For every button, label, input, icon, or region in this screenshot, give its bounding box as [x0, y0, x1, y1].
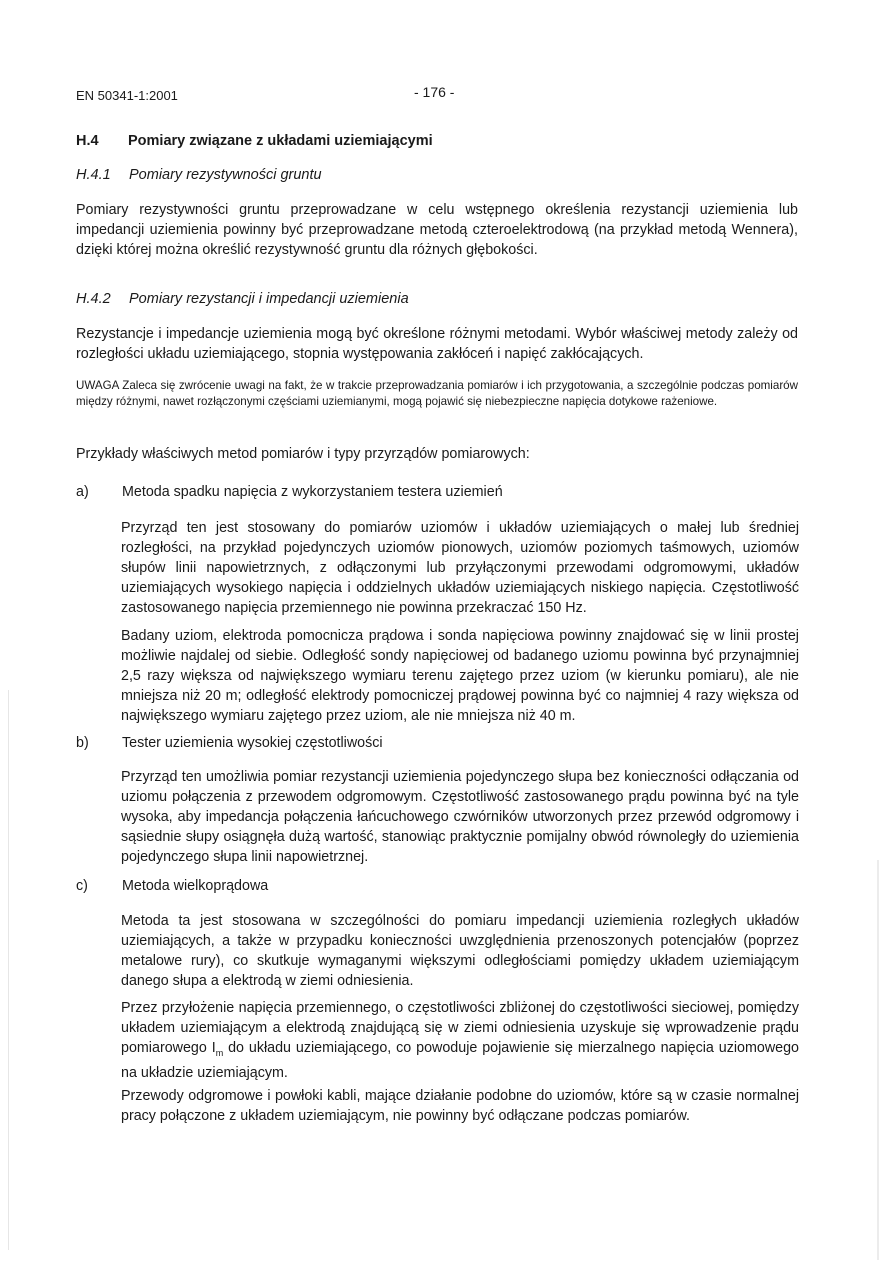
section-number: H.4: [76, 133, 99, 149]
item-c-paragraph-2-start: Przez przyłożenie napięcia przemiennego, o częstotliwości zbliżonej do częstotliwości sieciowej, pomiędzy układem uziemiającym a elektrodą znajdującą się w ziemi odniesienia uzyskuje się wprowadzenie prądu pomiarowego I: [121, 1000, 799, 1056]
item-a-paragraph-2: Badany uziom, elektroda pomocnicza prądowa i sonda napięciowa powinny znajdować się w linii prostej możliwie najdalej od siebie. Odległość sondy napięciowej od badanego uziomu powinna być przynajmniej 2,5 razy większa od największego wymiaru terenu zajętego przez uziom (w kierunku pomiaru), ale nie mniejsza niż 20 m; odległość elektrody pomocniczej prądowej powinna być co najmniej 4 razy większa od największego wymiaru zajętego przez uziom, ale nie mniejsza niż 40 m.: [121, 628, 799, 724]
section-title: Pomiary związane z układami uziemiającymi: [128, 133, 433, 149]
list-item-c-heading: [76, 878, 268, 894]
item-a-paragraph-1: Przyrząd ten jest stosowany do pomiarów uziomów i układów uziemiających o małej lub średniej rozległości, na przykład pojedynczych uziomów pionowych, uziomów poziomych taśmowych, uziomów słupów linii napowietrznych, z odłączonymi lub przyłączonymi przewodami odgromowymi, układów uziemiających wysokiego napięcia i oddzielnych układów uziemiających niskiego napięcia. Częstotliwość zastosowanego napięcia przemiennego nie powinna przekraczać 150 Hz.: [121, 520, 799, 616]
subsection-heading-h41: [76, 167, 322, 183]
item-c-paragraph-2-end: do układu uziemiającego, co powoduje pojawienie się mierzalnego napięcia uziomowego na układzie uziemiającym.: [121, 1040, 800, 1081]
subsection-heading-h42: [76, 291, 409, 307]
standard-id: EN 50341-1:2001: [76, 88, 178, 103]
item-c-paragraph-1: Metoda ta jest stosowana w szczególności do pomiaru impedancji uziemienia rozległych układów uziemiających, a także w przypadku konieczności uwzględnienia przenoszonych potencjałów (poprzez metalowe rury), co skutkuje wymaganymi większymi odległościami pomiędzy układem uziemiającym danego słupa a elektrodą w ziemi odniesienia.: [121, 913, 799, 989]
page-number: - 176 -: [414, 84, 455, 100]
list-label: a): [76, 484, 89, 500]
note-paragraph: UWAGA Zaleca się zwrócenie uwagi na fakt, że w trakcie przeprowadzania pomiarów i ich przygotowania, a szczególnie podczas pomiarów między różnymi, nawet rozłączonymi częściami uziemianymi, mogą pojawić się niebezpieczne napięcia dotykowe rażeniowe.: [76, 379, 798, 408]
subsection-number: H.4.2: [76, 291, 111, 307]
scan-edge-mark: [877, 860, 879, 1260]
list-item-b-heading: [76, 735, 383, 751]
list-item-title: Metoda spadku napięcia z wykorzystaniem testera uziemień: [122, 484, 503, 500]
list-item-a-heading: [76, 484, 503, 500]
item-c-paragraph-2: [121, 998, 799, 1083]
item-b-paragraph-1: Przyrząd ten umożliwia pomiar rezystancji uziemienia pojedynczego słupa bez konieczności odłączania od uziomu połączenia z przewodem odgromowym. Częstotliwość zastosowanego prądu powinna być na tyle wysoka, aby impedancja połączenia łańcuchowego czwórników utworzonych przez przewód odgromowy i sąsiednie słupy osiągnęła dużą wartość, stanowiąc praktycznie pomijalny obwód równoległy do uziemienia pojedynczego słupa linii napowietrznej.: [121, 769, 799, 865]
list-label: c): [76, 878, 88, 894]
subsection-number: H.4.1: [76, 167, 111, 183]
list-item-title: Tester uziemienia wysokiej częstotliwości: [122, 735, 383, 751]
subsection-title: Pomiary rezystancji i impedancji uziemienia: [129, 291, 409, 307]
examples-intro: Przykłady właściwych metod pomiarów i typy przyrządów pomiarowych:: [76, 446, 530, 462]
subsection-title: Pomiary rezystywności gruntu: [129, 167, 322, 183]
paragraph-h42: Rezystancje i impedancje uziemienia mogą być określone różnymi metodami. Wybór właściwej metody zależy od rozległości układu uziemiającego, stopnia występowania zakłóceń i napięć zakłócających.: [76, 326, 798, 362]
item-c-paragraph-3: Przewody odgromowe i powłoki kabli, mające działanie podobne do uziomów, które są w czasie normalnej pracy połączone z układem uziemiającym, nie powinny być odłączane podczas pomiarów.: [121, 1088, 799, 1124]
list-label: b): [76, 735, 89, 751]
section-heading: [76, 133, 433, 149]
scan-edge-mark: [8, 690, 9, 1250]
list-item-title: Metoda wielkoprądowa: [122, 878, 269, 894]
current-subscript: m: [215, 1047, 224, 1058]
paragraph-h41: Pomiary rezystywności gruntu przeprowadzane w celu wstępnego określenia rezystancji uziemienia lub impedancji uziemienia powinny być przeprowadzane metodą czteroelektrodową (na przykład metodą Wennera), dzięki której można określić rezystywność gruntu dla różnych głębokości.: [76, 202, 798, 258]
